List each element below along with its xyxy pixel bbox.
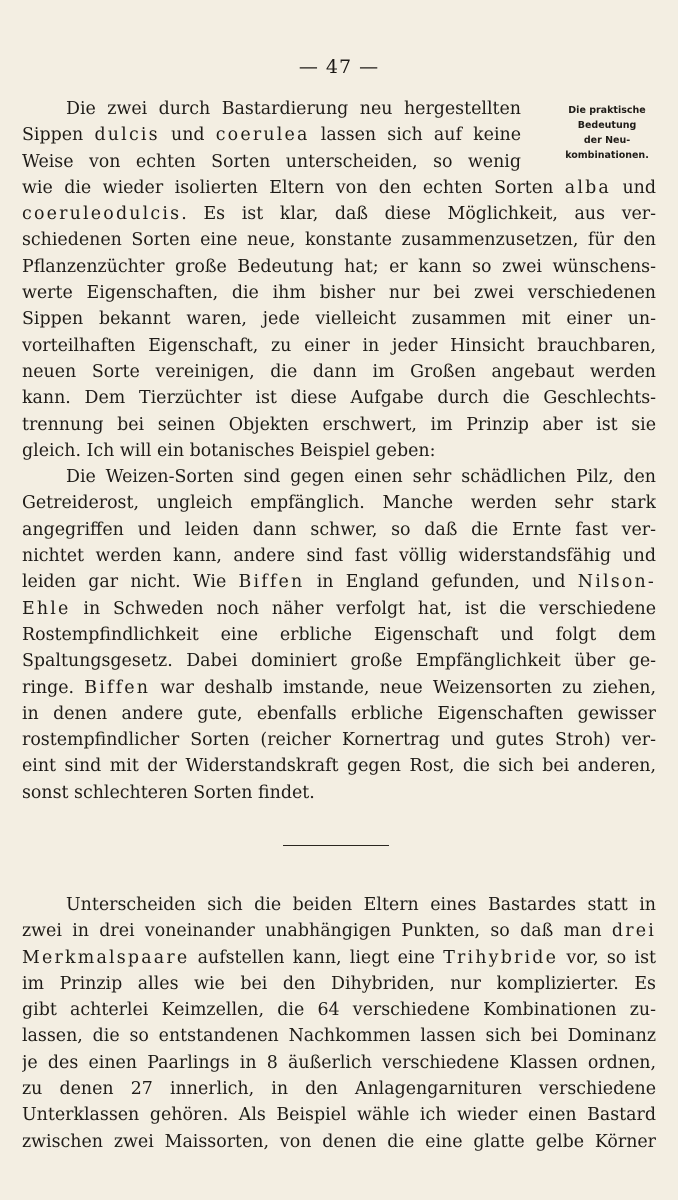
text-line: eint sind mit der Widerstandskraft gegen Rost, die sich bei anderen, bbox=[22, 756, 656, 777]
text-line: angegriffen und leiden dann schwer, so daß die Ernte fast ver- bbox=[22, 519, 656, 540]
margin-note-line: Die praktische bbox=[568, 105, 646, 116]
text-line: leiden gar nicht. Wie Biffen in England gefunden, und Nilson- bbox=[22, 572, 656, 593]
text-line: zwei in drei voneinander unabhängigen Punkten, so daß man drei bbox=[22, 921, 656, 942]
text-line: Rostempfindlichkeit eine erbliche Eigenschaft und folgt dem bbox=[22, 624, 656, 645]
text-line: zwischen zwei Maissorten, von denen die eine glatte gelbe Körner bbox=[22, 1131, 656, 1152]
text-line: zu denen 27 innerlich, in den Anlagengarnituren verschiedene bbox=[22, 1079, 656, 1100]
text-line: trennung bei seinen Objekten erschwert, im Prinzip aber ist sie bbox=[22, 414, 656, 435]
text-line: gleich. Ich will ein botanisches Beispiel geben: bbox=[22, 440, 436, 461]
page-number: — 47 — bbox=[298, 56, 380, 78]
text-line: Ehle in Schweden noch näher verfolgt hat, ist die verschiedene bbox=[22, 598, 656, 619]
text-line: kann. Dem Tierzüchter ist diese Aufgabe durch die Geschlechts- bbox=[22, 388, 656, 409]
emphasis: Trihybride bbox=[443, 947, 559, 968]
text-line: sonst schlechteren Sorten findet. bbox=[22, 782, 315, 803]
author-name: Nilson- bbox=[577, 572, 656, 593]
section-divider bbox=[283, 845, 389, 846]
text-line: wie die wieder isolierten Eltern von den echten Sorten alba und bbox=[22, 177, 656, 198]
text-line: in denen andere gute, ebenfalls erbliche Eigenschaften gewisser bbox=[22, 703, 656, 724]
text-line: im Prinzip alles wie bei den Dihybriden, nur komplizierter. Es bbox=[22, 973, 656, 994]
author-name: Biffen bbox=[238, 572, 305, 593]
species-name: coerulea bbox=[215, 125, 310, 146]
text-line: Getreiderost, ungleich empfänglich. Manche werden sehr stark bbox=[22, 493, 656, 514]
paragraph-section-1 bbox=[22, 96, 656, 806]
text-line: gibt achterlei Keimzellen, die 64 verschiedene Kombinationen zu- bbox=[22, 1000, 656, 1021]
text-line: ringe. Biffen war deshalb imstande, neue Weizensorten zu ziehen, bbox=[22, 677, 656, 698]
margin-note-line: kombinationen. bbox=[565, 150, 649, 161]
text-line: Weise von echten Sorten unterscheiden, so wenig bbox=[22, 151, 521, 172]
text-line: Merkmalspaare aufstellen kann, liegt eine Trihybride vor, so ist bbox=[22, 947, 656, 968]
text-line: Die Weizen-Sorten sind gegen einen sehr schädlichen Pilz, den bbox=[66, 467, 656, 488]
text-line: Pflanzenzüchter große Bedeutung hat; er kann so zwei wünschens- bbox=[22, 256, 656, 277]
text-line: nichtet werden kann, andere sind fast völlig widerstandsfähig und bbox=[22, 546, 656, 567]
text-line: Sippen dulcis und coerulea lassen sich auf keine bbox=[22, 125, 521, 146]
emphasis: Merkmalspaare bbox=[22, 947, 190, 968]
paragraph-section-2 bbox=[22, 892, 656, 1155]
text-line: neuen Sorte vereinigen, die dann im Großen angebaut werden bbox=[22, 361, 656, 382]
species-name: dulcis bbox=[94, 125, 160, 146]
margin-note-line: der Neu- bbox=[583, 135, 631, 146]
text-line: schiedenen Sorten eine neue, konstante zusammenzusetzen, für den bbox=[22, 230, 656, 251]
text-line: Unterklassen gehören. Als Beispiel wähle ich wieder einen Bastard bbox=[22, 1105, 656, 1126]
text-line: Sippen bekannt waren, jede vielleicht zusammen mit einer un- bbox=[22, 309, 656, 330]
text-line: vorteilhaften Eigenschaft, zu einer in jeder Hinsicht brauchbaren, bbox=[22, 335, 656, 356]
text-line: Unterscheiden sich die beiden Eltern eines Bastardes statt in bbox=[66, 895, 656, 915]
text-line: coeruleodulcis. Es ist klar, daß diese Möglichkeit, aus ver- bbox=[22, 204, 656, 225]
text-line: werte Eigenschaften, die ihm bisher nur bei zwei verschiedenen bbox=[22, 283, 656, 304]
species-name: coeruleodulcis bbox=[22, 204, 182, 225]
author-name: Biffen bbox=[84, 677, 151, 698]
emphasis: drei bbox=[611, 921, 656, 942]
text-line: Die zwei durch Bastardierung neu hergestellten bbox=[66, 99, 521, 119]
text-line: lassen, die so entstandenen Nachkommen lassen sich bei Dominanz bbox=[22, 1026, 656, 1047]
author-name: Ehle bbox=[22, 598, 71, 619]
text-line: rostempfindlicher Sorten (reicher Kornertrag und gutes Stroh) ver- bbox=[22, 730, 656, 751]
species-name: alba bbox=[564, 177, 611, 198]
text-line: Spaltungsgesetz. Dabei dominiert große Empfänglichkeit über ge- bbox=[22, 651, 656, 672]
margin-note-line: Bedeutung bbox=[577, 120, 637, 131]
text-line: je des einen Paarlings in 8 äußerlich verschiedene Klassen ordnen, bbox=[22, 1052, 656, 1073]
